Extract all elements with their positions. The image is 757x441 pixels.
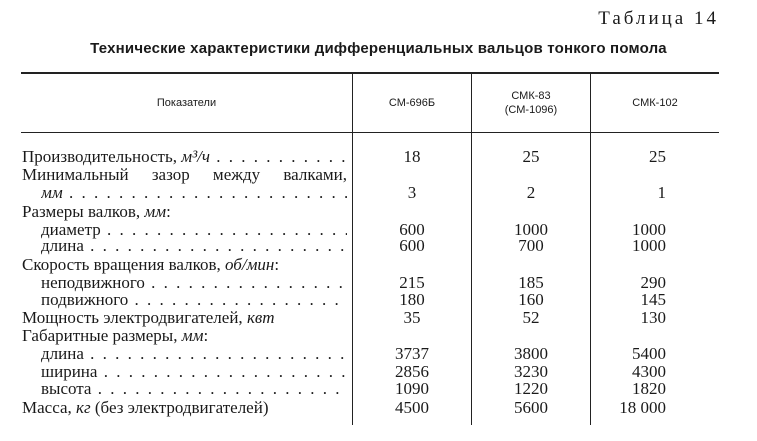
table-row xyxy=(0,327,757,345)
row-label: Скорость вращения валков, об/мин: xyxy=(22,256,280,274)
cell-smk-102: 5400 xyxy=(632,344,666,363)
row-label: Размеры валков, мм: xyxy=(22,203,171,221)
table-row xyxy=(0,203,757,221)
cell-sm-696b: 180 xyxy=(399,290,425,309)
row-label: мм . . . xyxy=(41,184,347,202)
cell-smk-83: 3800 xyxy=(514,344,548,363)
cell-smk-102: 290 xyxy=(640,273,666,292)
table-row xyxy=(0,184,757,202)
cell-smk-83: 3230 xyxy=(514,362,548,381)
cell-smk-102: 1000 xyxy=(632,220,666,239)
header-rule xyxy=(21,132,719,133)
table-row xyxy=(0,291,757,309)
row-label: диаметр . . . xyxy=(41,221,347,239)
cell-smk-102: 1000 xyxy=(632,236,666,255)
table-row xyxy=(0,309,757,327)
cell-smk-83: 5600 xyxy=(514,398,548,417)
header-sm-696b: СМ-696Б xyxy=(388,97,436,109)
header-smk-83-line2: (СМ-1096) xyxy=(504,104,558,116)
cell-smk-83: 185 xyxy=(518,273,544,292)
table-number-label: Таблица 14 xyxy=(598,8,719,29)
cell-smk-102: 130 xyxy=(640,308,666,327)
row-label: неподвижного . . . xyxy=(41,274,347,292)
table-row xyxy=(0,256,757,274)
header-smk-102: СМК-102 xyxy=(632,97,678,109)
cell-smk-102: 4300 xyxy=(632,362,666,381)
cell-sm-696b: 600 xyxy=(399,236,425,255)
table-row xyxy=(0,148,757,166)
row-label: длина . . . xyxy=(41,237,347,255)
cell-sm-696b: 1090 xyxy=(395,379,429,398)
cell-smk-102: 18 000 xyxy=(619,398,666,417)
cell-sm-696b: 18 xyxy=(403,147,421,166)
cell-smk-83: 1220 xyxy=(514,379,548,398)
header-smk-83 xyxy=(472,74,590,132)
row-label: длина . . . xyxy=(41,345,347,363)
table-row xyxy=(0,345,757,363)
cell-sm-696b: 215 xyxy=(399,273,425,292)
table-caption: Технические характеристики дифференциальных вальцов тонкого помола xyxy=(90,40,667,57)
cell-smk-102: 145 xyxy=(640,290,666,309)
cell-smk-83: 1000 xyxy=(514,220,548,239)
table-row xyxy=(0,166,757,184)
table-row xyxy=(0,380,757,398)
cell-sm-696b: 35 xyxy=(403,308,421,327)
cell-smk-102: 1 xyxy=(657,183,666,202)
cell-smk-83: 2 xyxy=(526,183,536,202)
cell-smk-102: 25 xyxy=(649,147,666,166)
cell-smk-83: 25 xyxy=(522,147,540,166)
header-smk-83-line1: СМК-83 xyxy=(511,90,551,102)
table-row xyxy=(0,237,757,255)
row-label: ширина . . . xyxy=(41,363,347,381)
row-label: Масса, кг (без электродвигателей) xyxy=(22,399,269,417)
table-row xyxy=(0,399,757,417)
cell-sm-696b: 3737 xyxy=(395,344,429,363)
cell-sm-696b: 3 xyxy=(407,183,417,202)
cell-sm-696b: 4500 xyxy=(395,398,429,417)
cell-sm-696b: 600 xyxy=(399,220,425,239)
row-label: Минимальный зазор между валками, xyxy=(22,166,347,184)
cell-smk-83: 52 xyxy=(522,308,540,327)
cell-smk-83: 700 xyxy=(518,236,544,255)
row-label: подвижного . . . xyxy=(41,291,347,309)
row-label: Производительность, м³/ч . . . xyxy=(22,148,347,166)
cell-smk-102: 1820 xyxy=(632,379,666,398)
row-label: Габаритные размеры, мм: xyxy=(22,327,209,345)
row-label: высота . . . xyxy=(41,380,347,398)
cell-sm-696b: 2856 xyxy=(395,362,429,381)
header-parameters: Показатели xyxy=(156,97,217,109)
cell-smk-83: 160 xyxy=(518,290,544,309)
row-label: Мощность электродвигателей, квт xyxy=(22,309,275,327)
